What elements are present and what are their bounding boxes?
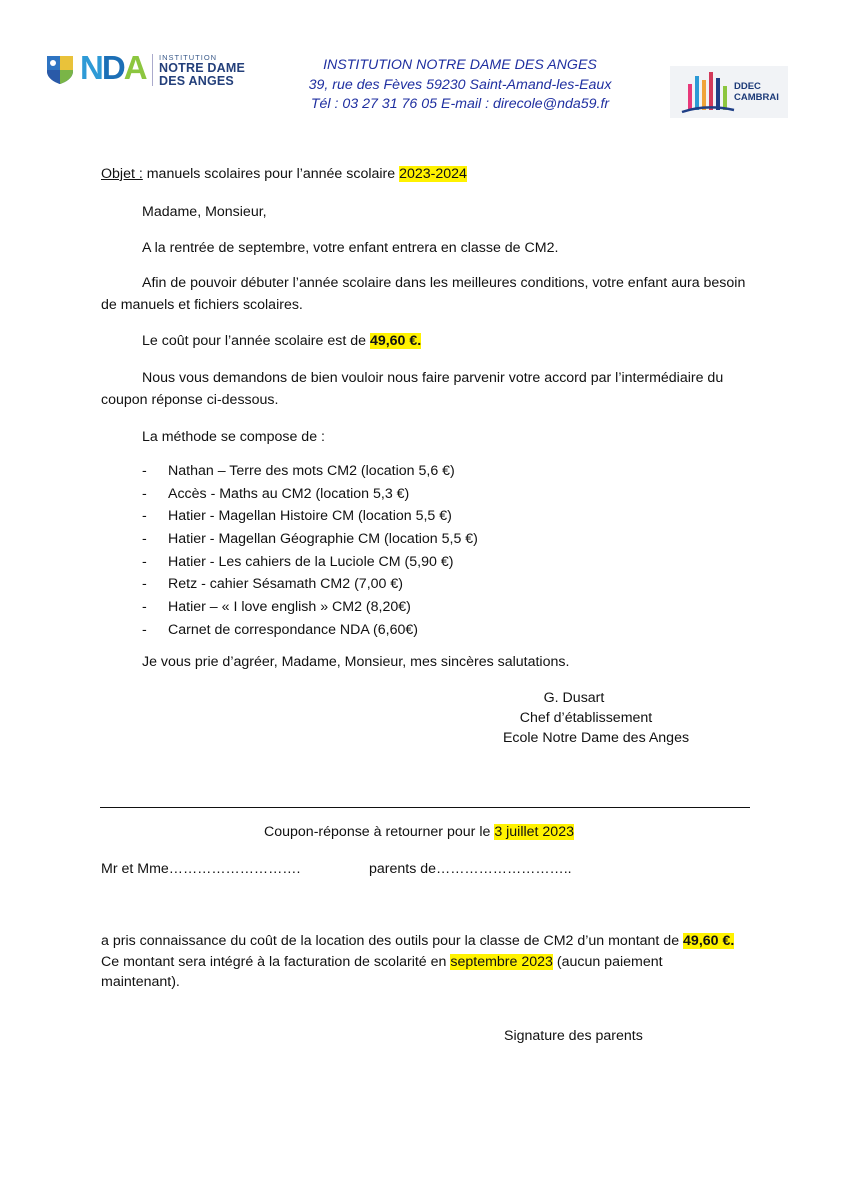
cost-text: Le coût pour l’année scolaire est de (142, 333, 370, 349)
coupon-date: 3 juillet 2023 (494, 824, 574, 840)
paragraph-accord-line1: Nous vous demandons de bien vouloir nous faire parvenir votre accord par l’intermédiaire du (142, 370, 724, 386)
subject-text: manuels scolaires pour l’année scolaire (142, 166, 400, 182)
coupon-line1-text: a pris connaissance du coût de la location des outils pour la classe de CM2 d’un montant de (101, 933, 684, 949)
coupon-line2-end: (aucun paiement (552, 954, 663, 970)
paragraph-besoin-line1: Afin de pouvoir débuter l’année scolaire dans les meilleures conditions, votre enfant aura besoin (142, 275, 746, 291)
signature-school: Ecole Notre Dame des Anges (502, 730, 690, 746)
signature-role: Chef d’établissement (519, 710, 653, 726)
list-dash: - (142, 508, 147, 525)
coupon-line1 (101, 933, 734, 949)
coupon-line2 (101, 954, 663, 970)
ddec-bars-icon (676, 66, 736, 118)
list-dash: - (142, 576, 147, 593)
parents-de-field: parents de……………………….. (369, 861, 572, 877)
coupon-title-text: Coupon-réponse à retourner pour le (264, 824, 495, 840)
list-dash: - (142, 531, 147, 548)
list-dash: - (142, 621, 147, 638)
ddec-label-line1: DDEC (734, 81, 761, 92)
cost-amount: 49,60 €. (369, 333, 422, 349)
logo-name-line1: NOTRE DAME (159, 61, 246, 75)
closing-formula: Je vous prie d’agréer, Madame, Monsieur, mes sincères salutations. (142, 654, 570, 670)
ddec-logo (670, 66, 788, 118)
signature-name: G. Dusart (543, 690, 605, 706)
subject-line (101, 166, 467, 182)
list-item-text: Retz - cahier Sésamath CM2 (7,00 €) (168, 576, 403, 593)
coupon-divider (100, 807, 750, 808)
logo-separator (152, 54, 153, 86)
institution-address: 39, rue des Fèves 59230 Saint-Amand-les-Eaux (308, 77, 612, 93)
subject-year: 2023-2024 (399, 166, 467, 182)
paragraph-besoin-line2: de manuels et fichiers scolaires. (101, 297, 303, 313)
list-item-text: Hatier - Les cahiers de la Luciole CM (5,90 €) (168, 553, 454, 570)
logo-name-line2: DES ANGES (159, 74, 234, 88)
institution-contact: Tél : 03 27 31 76 05 E-mail : direcole@nda59.fr (310, 96, 610, 112)
method-intro: La méthode se compose de : (142, 429, 325, 445)
paragraph-rentree: A la rentrée de septembre, votre enfant entrera en classe de CM2. (142, 240, 559, 256)
list-dash: - (142, 485, 147, 502)
list-dash: - (142, 553, 147, 570)
coupon-line2-text: Ce montant sera intégré à la facturation de scolarité en (101, 954, 451, 970)
shield-icon (46, 55, 74, 85)
coupon-amount: 49,60 €. (683, 933, 735, 949)
salutation: Madame, Monsieur, (142, 204, 267, 220)
paragraph-cout (142, 333, 421, 349)
ddec-label-line2: CAMBRAI (734, 92, 779, 103)
list-item-text: Hatier - Magellan Géographie CM (location 5,5 €) (168, 531, 478, 548)
list-item-text: Hatier - Magellan Histoire CM (location 5,5 €) (168, 508, 452, 525)
paragraph-accord-line2: coupon réponse ci-dessous. (101, 392, 279, 408)
list-dash: - (142, 599, 147, 616)
list-dash: - (142, 463, 147, 479)
mr-mme-field: Mr et Mme………………………. (101, 861, 301, 877)
billing-month: septembre 2023 (450, 954, 553, 970)
nda-letters: NDA (80, 49, 146, 86)
list-item-text: Carnet de correspondance NDA (6,60€) (168, 621, 418, 638)
parents-signature-label: Signature des parents (504, 1028, 643, 1044)
subject-label: Objet : (101, 166, 143, 182)
list-item-text: Nathan – Terre des mots CM2 (location 5,6 €) (168, 463, 455, 479)
logo-institution-label: INSTITUTION (159, 53, 218, 62)
nda-logo (46, 49, 261, 88)
coupon-line3: maintenant). (101, 974, 180, 990)
list-item-text: Hatier – « I love english » CM2 (8,20€) (168, 599, 411, 616)
list-item-text: Accès - Maths au CM2 (location 5,3 €) (168, 485, 410, 502)
institution-title: INSTITUTION NOTRE DAME DES ANGES (323, 57, 597, 73)
coupon-title (264, 824, 574, 840)
